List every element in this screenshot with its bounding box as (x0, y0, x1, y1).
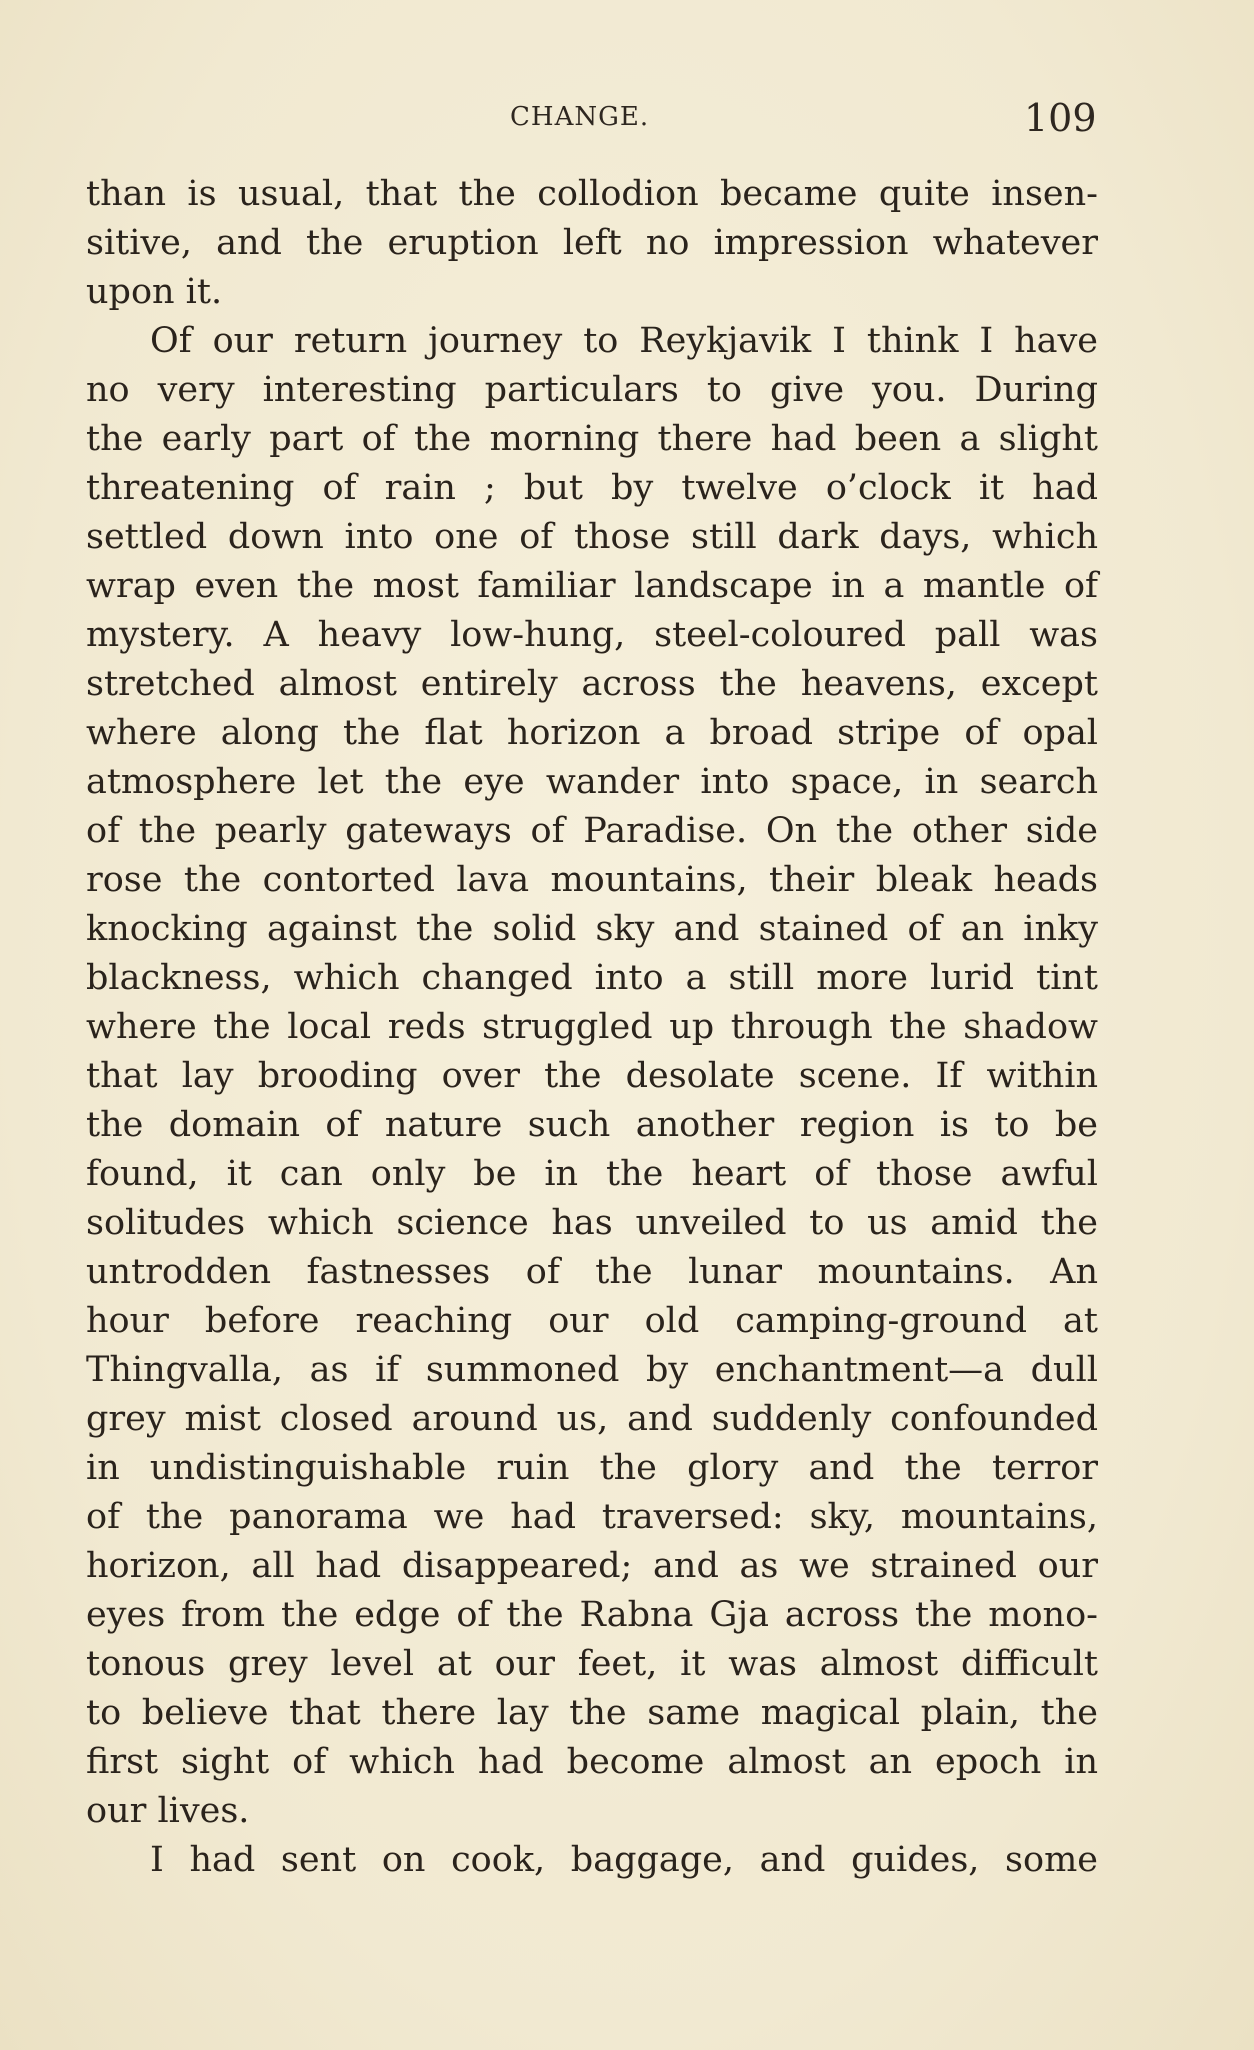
text-line: horizon, all had disappeared; and as we strained our (86, 1546, 1098, 1586)
text-line: where along the flat horizon a broad stripe of opal (86, 713, 1098, 753)
text-line: of the pearly gateways of Paradise. On the other side (86, 811, 1098, 851)
text-line: first sight of which had become almost an epoch in (86, 1742, 1098, 1782)
text-line: Thingvalla, as if summoned by enchantment—a dull (86, 1350, 1098, 1390)
text-line: grey mist closed around us, and suddenly confounded (86, 1399, 1098, 1439)
text-line: wrap even the most familiar landscape in a mantle of (86, 566, 1098, 606)
text-line: untrodden fastnesses of the lunar mountains. An (86, 1252, 1098, 1292)
text-line: atmosphere let the eye wander into space, in search (86, 762, 1098, 802)
text-line: eyes from the edge of the Rabna Gja across the mono- (86, 1595, 1098, 1635)
running-title: CHANGE. (510, 102, 650, 132)
page-number: 109 (1024, 96, 1097, 140)
text-line: to believe that there lay the same magical plain, the (86, 1693, 1098, 1733)
text-line: in undistinguishable ruin the glory and the terror (86, 1448, 1098, 1488)
text-line: rose the contorted lava mountains, their bleak heads (86, 860, 1098, 900)
text-line: that lay brooding over the desolate scene. If within (86, 1056, 1098, 1096)
text-line: sitive, and the eruption left no impression whatever (86, 223, 1098, 263)
text-line: stretched almost entirely across the heavens, except (86, 664, 1098, 704)
text-line: than is usual, that the collodion became quite insen- (86, 174, 1098, 214)
text-line: mystery. A heavy low-hung, steel-coloured pall was (86, 615, 1098, 655)
text-line: our lives. (86, 1791, 250, 1831)
text-line: the domain of nature such another region is to be (86, 1105, 1098, 1145)
text-line: I had sent on cook, baggage, and guides, some (150, 1840, 1098, 1880)
text-line: found, it can only be in the heart of those awful (86, 1154, 1098, 1194)
text-line: no very interesting particulars to give you. During (86, 370, 1098, 410)
text-line: solitudes which science has unveiled to us amid the (86, 1203, 1098, 1243)
text-line: of the panorama we had traversed: sky, mountains, (86, 1497, 1098, 1537)
text-line: tonous grey level at our feet, it was almost difficult (86, 1644, 1098, 1684)
text-line: where the local reds struggled up through the shadow (86, 1007, 1098, 1047)
text-line: hour before reaching our old camping-ground at (86, 1301, 1098, 1341)
text-line: upon it. (86, 272, 223, 312)
text-line: blackness, which changed into a still more lurid tint (86, 958, 1098, 998)
text-line: threatening of rain ; but by twelve o’clock it had (86, 468, 1098, 508)
text-line: settled down into one of those still dark days, which (86, 517, 1098, 557)
body-text (86, 170, 1098, 1885)
text-line: Of our return journey to Reykjavik I think I have (150, 321, 1098, 361)
text-line: the early part of the morning there had been a slight (86, 419, 1098, 459)
text-line: knocking against the solid sky and stained of an inky (86, 909, 1098, 949)
